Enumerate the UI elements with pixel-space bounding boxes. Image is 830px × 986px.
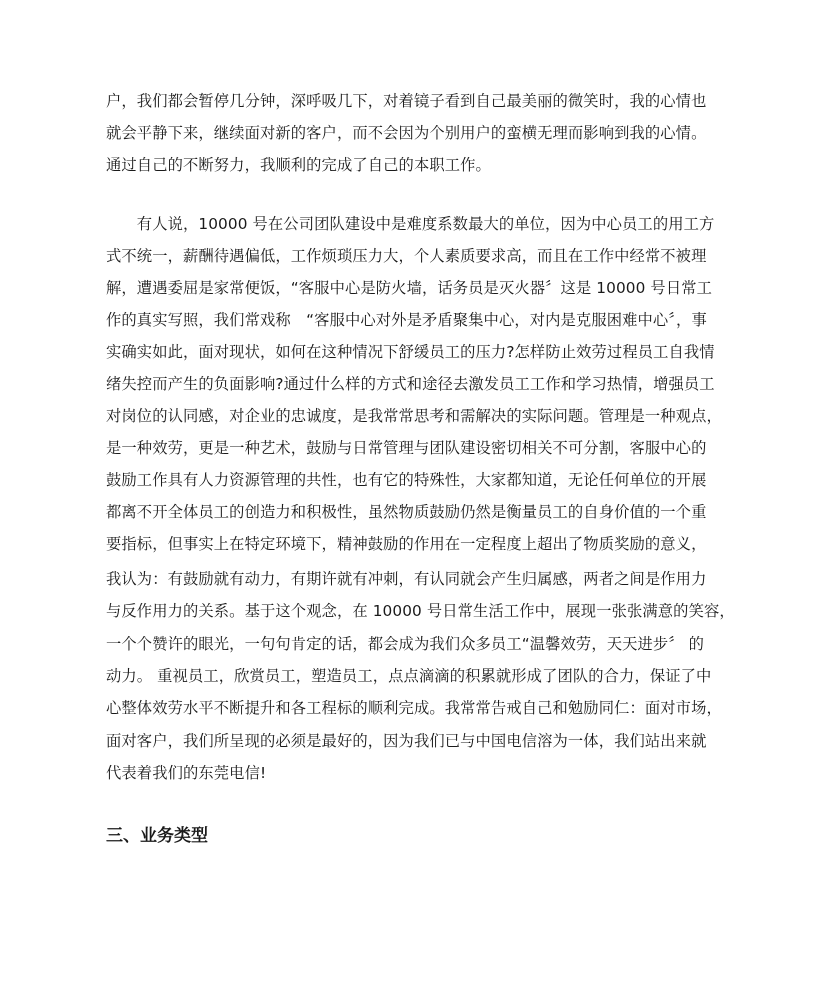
text-line: 有人说，10000 号在公司团队建设中是难度系数最大的单位，因为中心员工的用工方: [106, 215, 715, 233]
text-line: 通过自己的不断努力，我顺利的完成了自己的本职工作。: [106, 156, 491, 174]
text-line: 户，我们都会暂停几分钟，深呼吸几下，对着镜子看到自己最美丽的微笑时，我的心情也: [106, 92, 707, 110]
text-line: 对岗位的认同感，对企业的忠诚度，是我常常思考和需解决的实际问题。管理是一种观点，: [106, 407, 722, 425]
text-line: 我认为：有鼓励就有动力，有期许就有冲刺，有认同就会产生归属感，两者之间是作用力: [106, 570, 707, 588]
text-line: 与反作用力的关系。基于这个观念，在 10000 号日常生活工作中，展现一张张满意的笑容，: [106, 602, 735, 620]
text-line: 作的真实写照，我们常戏称 “客服中心对外是矛盾聚集中心，对内是克服困难中心〞，事: [106, 311, 707, 329]
text-line: 是一种效劳，更是一种艺术，鼓励与日常管理与团队建设密切相关不可分割，客服中心的: [106, 439, 707, 457]
text-line: 解，遭遇委屈是家常便饭，“客服中心是防火墙，话务员是灭火器〞这是 10000 号日常工: [106, 279, 713, 297]
text-line: 式不统一，薪酬待遇偏低，工作烦琐压力大，个人素质要求高，而且在工作中经常不被理: [106, 247, 707, 265]
text-line: 心整体效劳水平不断提升和各工程标的顺利完成。我常常告戒自己和勉励同仁：面对市场，: [106, 699, 722, 717]
text-line: 面对客户，我们所呈现的必须是最好的，因为我们已与中国电信溶为一体，我们站出来就: [106, 732, 707, 750]
text-line: 实确实如此，面对现状，如何在这种情况下舒缓员工的压力?怎样防止效劳过程员工自我情: [106, 343, 715, 361]
text-line: 代表着我们的东莞电信!: [106, 764, 267, 782]
text-line: 要指标，但事实上在特定环境下，精神鼓励的作用在一定程度上超出了物质奖励的意义，: [106, 535, 707, 553]
text-line: 动力。 重视员工，欣赏员工，塑造员工，点点滴滴的积累就形成了团队的合力，保证了中: [106, 667, 712, 685]
text-line: 鼓励工作具有人力资源管理的共性，也有它的特殊性，大家都知道，无论任何单位的开展: [106, 471, 707, 489]
text-line: 就会平静下来，继续面对新的客户，而不会因为个别用户的蛮横无理而影响到我的心情。: [106, 124, 707, 142]
text-line: 绪失控而产生的负面影响?通过什么样的方式和途径去激发员工工作和学习热情，增强员工: [106, 375, 715, 393]
text-line: 都离不开全体员工的创造力和积极性，虽然物质鼓励仍然是衡量员工的自身价值的一个重: [106, 503, 707, 521]
text-line: 一个个赞许的眼光，一句句肯定的话，都会成为我们众多员工“温馨效劳，天天进步〞 的: [106, 635, 705, 653]
section-heading: 三、业务类型: [106, 826, 208, 846]
